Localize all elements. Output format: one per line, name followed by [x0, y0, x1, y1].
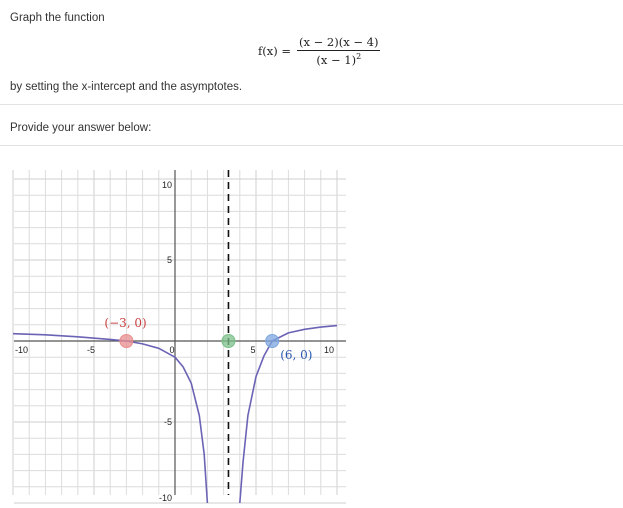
divider-top — [0, 104, 623, 105]
function-denominator — [316, 51, 361, 67]
y-tick-label: -10 — [158, 493, 172, 503]
y-tick-label: -5 — [163, 417, 172, 427]
y-tick-label: 5 — [166, 255, 172, 265]
x-tick-label: 5 — [250, 345, 256, 355]
x-intercept-point-left[interactable] — [120, 335, 133, 348]
function-numerator: (x − 2)(x − 4) — [299, 35, 379, 49]
x-intercept-point-right[interactable] — [266, 335, 279, 348]
asymptote-point[interactable] — [222, 335, 235, 348]
point-label-left: (−3, 0) — [104, 316, 147, 330]
x-tick-label: 0 — [169, 345, 175, 355]
point-labels — [104, 316, 312, 362]
answer-prompt: Provide your answer below: — [10, 122, 152, 134]
x-tick-label: 10 — [323, 345, 335, 355]
question-intro: Graph the function — [10, 12, 105, 24]
function-formula — [258, 35, 380, 67]
point-label-right: (6, 0) — [280, 348, 313, 362]
function-lhs: f(x) = — [258, 43, 292, 58]
function-fraction — [297, 35, 380, 67]
question-instruction: by setting the x-intercept and the asymptotes. — [10, 81, 243, 93]
divider-bottom — [0, 145, 623, 146]
y-tick-label: 10 — [161, 180, 172, 190]
x-tick-label: -5 — [86, 345, 96, 355]
graph-canvas[interactable] — [0, 160, 360, 505]
denominator-exponent: 2 — [356, 52, 362, 61]
x-tick-label: -10 — [15, 345, 29, 355]
denominator-base: (x − 1) — [316, 52, 357, 67]
axes — [14, 170, 346, 495]
